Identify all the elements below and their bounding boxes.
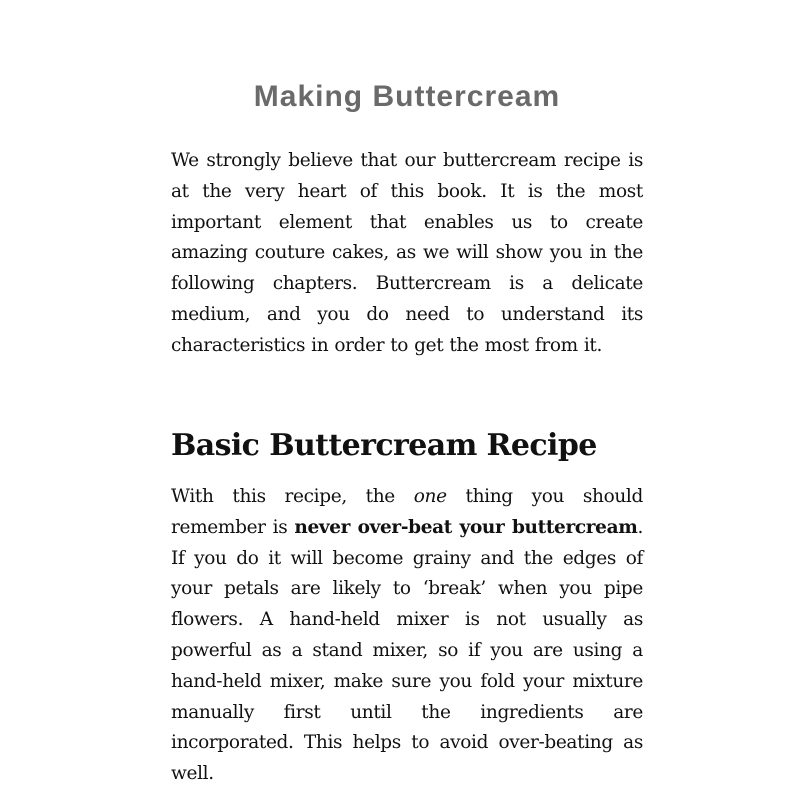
recipe-bold-warning: never over-beat your buttercream — [294, 516, 638, 538]
recipe-text-part2: thing you should remember is — [171, 486, 643, 538]
recipe-text-part3: . If you do it will become grainy and the edges of your petals are likely to ‘break’ when you pipe flowers. A hand-held mixer is not usually as powerful as a stand mixer, so if you are using a hand-held mixer, make sure you fold your mixture manually first until the ingredients are incorporated. This helps to avoid over-beating as well. — [171, 516, 643, 785]
recipe-emphasis: one — [413, 486, 447, 507]
recipe-paragraph — [171, 482, 643, 790]
recipe-text-part1: With this recipe, the — [171, 486, 414, 507]
intro-paragraph: We strongly believe that our buttercream recipe is at the very heart of this book. It is the most important element that enables us to create amazing couture cakes, as we will show you in the following chapters. Buttercream is a delicate medium, and you do need to understand its characteristics in order to get the most from it. — [171, 150, 643, 356]
section-heading: Basic Buttercream Recipe — [171, 428, 597, 463]
chapter-title: Making Buttercream — [253, 80, 561, 113]
